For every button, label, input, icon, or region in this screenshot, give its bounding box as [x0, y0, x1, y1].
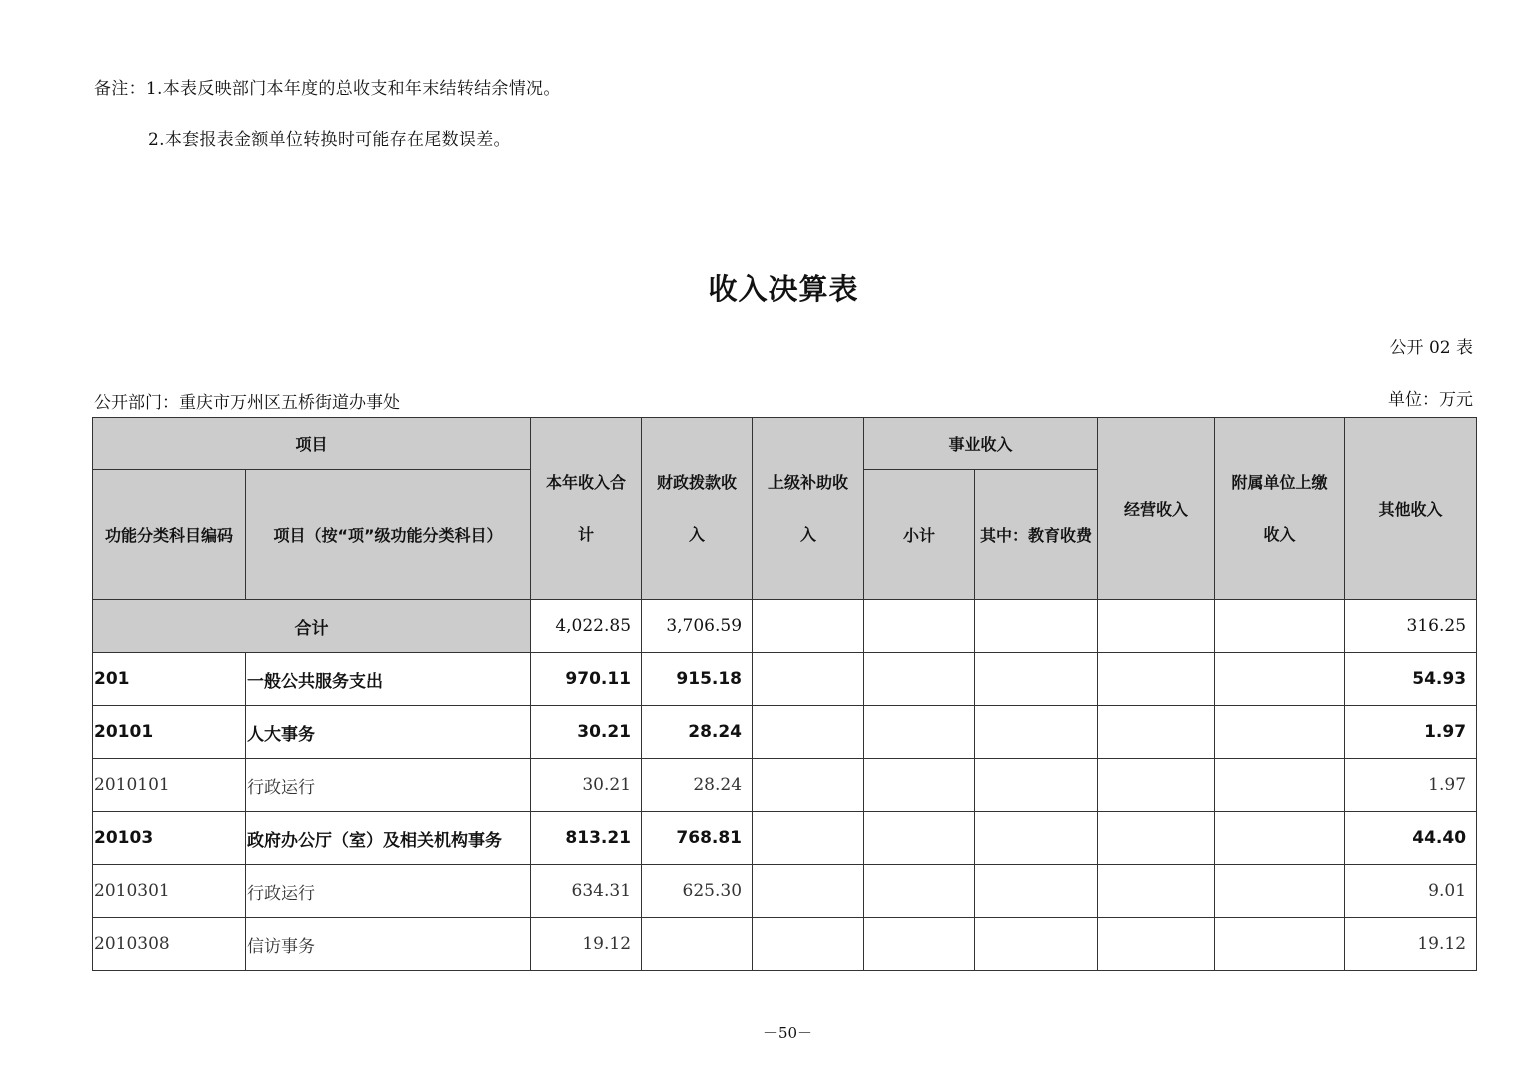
- row-subtotal: [864, 653, 975, 706]
- row-total-income: 30.21: [531, 759, 642, 812]
- total-income-value: 4,022.85: [531, 600, 642, 653]
- page-title: 收入决算表: [708, 272, 859, 306]
- row-name: 人大事务: [246, 706, 531, 759]
- row-other: 1.97: [1345, 706, 1477, 759]
- row-total-income: 970.11: [531, 653, 642, 706]
- note-line-1: 备注：1.本表反映部门本年度的总收支和年末结转结余情况。: [94, 79, 561, 99]
- row-operating: [1098, 812, 1215, 865]
- total-education-value: [975, 600, 1098, 653]
- row-subtotal: [864, 759, 975, 812]
- row-code: 2010301: [93, 865, 246, 918]
- row-total-income: 634.31: [531, 865, 642, 918]
- row-fiscal: 915.18: [642, 653, 753, 706]
- row-upper: [753, 759, 864, 812]
- header-upper-subsidy: 上级补助收 入: [753, 418, 864, 600]
- header-name: 项目（按“项”级功能分类科目）: [246, 470, 531, 600]
- row-code: 201: [93, 653, 246, 706]
- header-affiliated-income: 附属单位上缴 收入: [1215, 418, 1345, 600]
- header-subtotal: 小计: [864, 470, 975, 600]
- total-other-value: 316.25: [1345, 600, 1477, 653]
- header-fiscal-appropriation: 财政拨款收 入: [642, 418, 753, 600]
- row-subtotal: [864, 706, 975, 759]
- row-education: [975, 706, 1098, 759]
- total-fiscal-value: 3,706.59: [642, 600, 753, 653]
- row-upper: [753, 706, 864, 759]
- row-education: [975, 918, 1098, 971]
- total-row: [93, 600, 1477, 653]
- row-other: 9.01: [1345, 865, 1477, 918]
- row-education: [975, 865, 1098, 918]
- row-upper: [753, 918, 864, 971]
- row-total-income: 813.21: [531, 812, 642, 865]
- row-name: 政府办公厅（室）及相关机构事务: [246, 812, 531, 865]
- row-other: 19.12: [1345, 918, 1477, 971]
- total-operating-value: [1098, 600, 1215, 653]
- header-code: 功能分类科目编码: [93, 470, 246, 600]
- row-operating: [1098, 653, 1215, 706]
- row-education: [975, 812, 1098, 865]
- table-row: [93, 812, 1477, 865]
- row-upper: [753, 865, 864, 918]
- row-subtotal: [864, 918, 975, 971]
- table-row: [93, 759, 1477, 812]
- header-item: 项目: [93, 418, 531, 470]
- table-row: [93, 706, 1477, 759]
- row-name: 一般公共服务支出: [246, 653, 531, 706]
- row-fiscal: 768.81: [642, 812, 753, 865]
- total-affiliated-value: [1215, 600, 1345, 653]
- total-label: 合计: [93, 600, 531, 653]
- table-row: [93, 865, 1477, 918]
- header-total-income: 本年收入合 计: [531, 418, 642, 600]
- total-subtotal-value: [864, 600, 975, 653]
- row-affiliated: [1215, 706, 1345, 759]
- unit-label: 单位：万元: [1388, 390, 1473, 410]
- header-business-income: 事业收入: [864, 418, 1098, 470]
- row-fiscal: [642, 918, 753, 971]
- row-code: 2010308: [93, 918, 246, 971]
- page-number: －50－: [762, 1024, 813, 1042]
- row-operating: [1098, 706, 1215, 759]
- row-other: 1.97: [1345, 759, 1477, 812]
- header-operating-income: 经营收入: [1098, 418, 1215, 600]
- note-line-2: 2.本套报表金额单位转换时可能存在尾数误差。: [148, 130, 511, 150]
- row-total-income: 19.12: [531, 918, 642, 971]
- row-operating: [1098, 759, 1215, 812]
- row-upper: [753, 812, 864, 865]
- row-subtotal: [864, 812, 975, 865]
- row-education: [975, 759, 1098, 812]
- income-table: [92, 417, 1477, 971]
- header-other-income: 其他收入: [1345, 418, 1477, 600]
- row-affiliated: [1215, 653, 1345, 706]
- table-row: [93, 653, 1477, 706]
- row-code: 2010101: [93, 759, 246, 812]
- row-other: 54.93: [1345, 653, 1477, 706]
- row-fiscal: 625.30: [642, 865, 753, 918]
- row-affiliated: [1215, 759, 1345, 812]
- row-name: 行政运行: [246, 759, 531, 812]
- row-subtotal: [864, 865, 975, 918]
- row-fiscal: 28.24: [642, 759, 753, 812]
- header-education-fee: 其中：教育收费: [975, 470, 1098, 600]
- row-affiliated: [1215, 812, 1345, 865]
- total-upper-value: [753, 600, 864, 653]
- row-operating: [1098, 865, 1215, 918]
- row-name: 行政运行: [246, 865, 531, 918]
- row-affiliated: [1215, 918, 1345, 971]
- department-label: 公开部门：重庆市万州区五桥街道办事处: [94, 393, 400, 413]
- row-fiscal: 28.24: [642, 706, 753, 759]
- row-name: 信访事务: [246, 918, 531, 971]
- row-education: [975, 653, 1098, 706]
- row-affiliated: [1215, 865, 1345, 918]
- row-code: 20101: [93, 706, 246, 759]
- row-code: 20103: [93, 812, 246, 865]
- table-row: [93, 918, 1477, 971]
- row-operating: [1098, 918, 1215, 971]
- row-upper: [753, 653, 864, 706]
- row-other: 44.40: [1345, 812, 1477, 865]
- form-number: 公开 02 表: [1389, 338, 1473, 358]
- row-total-income: 30.21: [531, 706, 642, 759]
